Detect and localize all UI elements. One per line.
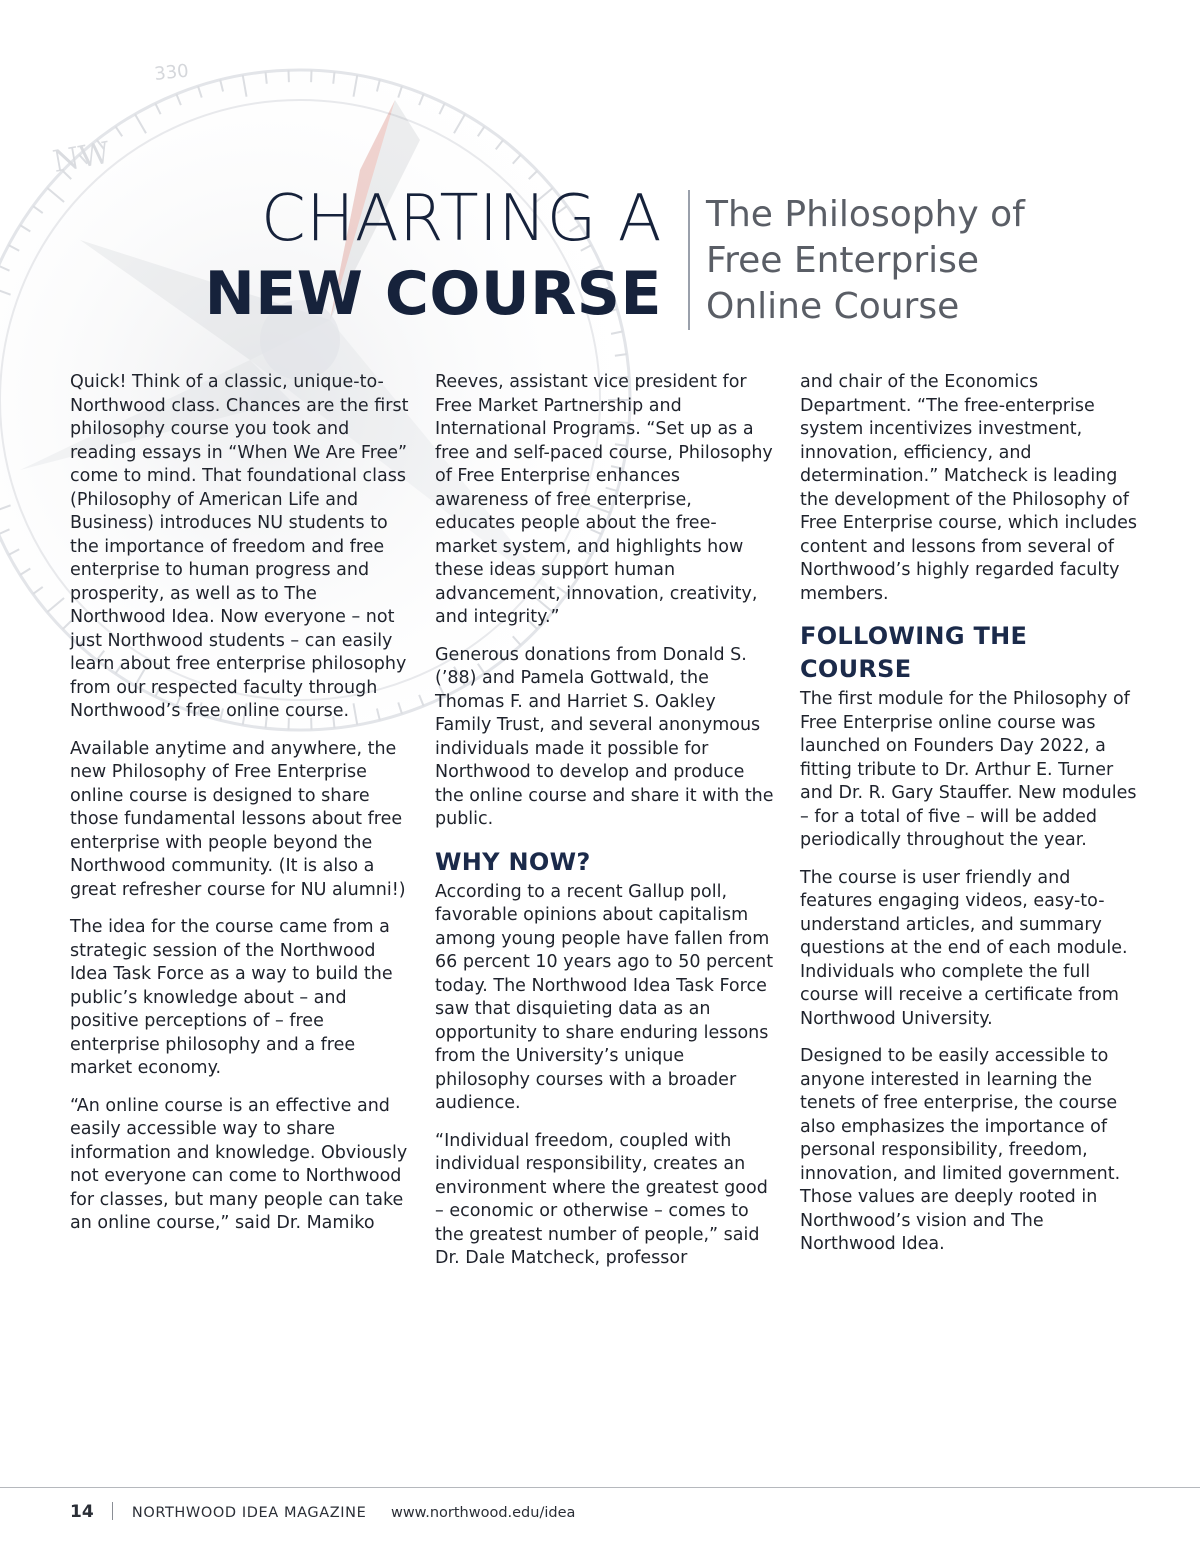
paragraph: The first module for the Philosophy of Free Enterprise online course was launched on Founders Day 2022, a fitting tribute to Dr. Arthur E. Turner and Dr. R. Gary Stauffer. New modules – for a total of five – will be added periodically throughout the year. (800, 689, 1137, 850)
paragraph: Designed to be easily accessible to anyone interested in learning the tenets of free enterprise, the course also emphasizes the importance of personal responsibility, freedom, innovation, and limited government. Those values are deeply rooted in Northwood’s vision and The Northwood Idea. (800, 1046, 1121, 1254)
compass-tick (266, 72, 267, 84)
compass-label-nw: NW (50, 135, 113, 180)
subtitle-line: Online Course (706, 286, 960, 327)
subtitle-line: The Philosophy of (706, 194, 1025, 235)
paragraph: “An online course is an effective and easily accessible way to share information and knowledge. Obviously not everyone can come to Northwood for classes, but many people can take an online course,” said Dr. Mamiko (70, 1095, 408, 1233)
paragraph: Reeves, assistant vice president for Free Market Partnership and International Programs. “Set up as a free and self-paced course, Philosophy of Free Enterprise enhances awareness of free enterprise, educates people about the free-market system, and highlights how these ideas support human advancement, innovation, creativity, and integrity.” (435, 372, 773, 627)
footer-separator (112, 1502, 113, 1520)
paragraph: “Individual freedom, coupled with individual responsibility, creates an environment where the greatest good – economic or otherwise – comes to the greatest number of people,” said Dr. Dale Matcheck, professor (435, 1130, 768, 1268)
paragraph: According to a recent Gallup poll, favorable opinions about capitalism among young people have fallen from 66 percent 10 years ago to 50 percent today. The Northwood Idea Task Force saw that disquieting data as an opportunity to share enduring lessons from the University’s unique philosophy courses with a broader audience. (435, 881, 774, 1113)
footer-rule (0, 1487, 1200, 1488)
page-number: 14 (70, 1502, 94, 1522)
article-column-2 (435, 371, 775, 1285)
page-title-line1: CHARTING A (261, 182, 662, 256)
compass-tick (333, 72, 334, 84)
article-column-3 (800, 371, 1140, 1271)
subtitle-line: Free Enterprise (706, 240, 980, 281)
article-column-1 (70, 371, 410, 1250)
paragraph: Available anytime and anywhere, the new Philosophy of Free Enterprise online course is designed to share those fundamental lessons about free enterprise with people beyond the Northwood community. (It is also a great refresher course for NU alumni!) (70, 738, 406, 900)
page-footer (70, 1500, 575, 1524)
title-block (0, 182, 1200, 342)
section-heading: FOLLOWING THE COURSE (800, 622, 1028, 683)
paragraph: Generous donations from Donald S. (’88) and Pamela Gottwald, the Thomas F. and Harriet S. Oakley Family Trust, and several anonymous individuals made it possible for Northwood to develop and produce the online course and share it with the public. (435, 644, 774, 829)
paragraph: The course is user friendly and features engaging videos, easy-to-understand articles, and summary questions at the end of each module. Individuals who complete the full course will receive a certificate from Northwood University. (800, 867, 1128, 1029)
paragraph: The idea for the course came from a strategic session of the Northwood Idea Task Force as a way to build the public’s knowledge about – and positive perceptions of – free enterprise philosophy and a free market economy. (70, 917, 393, 1078)
page-title-line2: NEW COURSE (204, 259, 662, 329)
section-heading: WHY NOW? (435, 847, 591, 876)
title-divider (688, 190, 690, 330)
paragraph: Quick! Think of a classic, unique-to-Northwood class. Chances are the first philosophy course you took and reading essays in “When We Are Free” come to mind. That foundational class (Philosophy of American Life and Business) introduces NU students to the importance of freedom and free enterprise to human progress and prosperity, as well as to The Northwood Idea. Now everyone – not just Northwood students – can easily learn about free enterprise philosophy from our respected faculty through Northwood’s free online course. (70, 372, 409, 721)
website-link[interactable]: www.northwood.edu/idea (390, 1505, 576, 1521)
compass-label-330: 330 (153, 60, 190, 85)
page-subtitle (706, 192, 1146, 330)
magazine-name: NORTHWOOD IDEA MAGAZINE (131, 1505, 367, 1521)
paragraph: and chair of the Economics Department. “The free-enterprise system incentivizes investment, innovation, efficiency, and determination.” Matcheck is leading the development of the Philosophy of Free Enterprise course, which includes content and lessons from several of Northwood’s highly regarded faculty members. (800, 372, 1137, 604)
